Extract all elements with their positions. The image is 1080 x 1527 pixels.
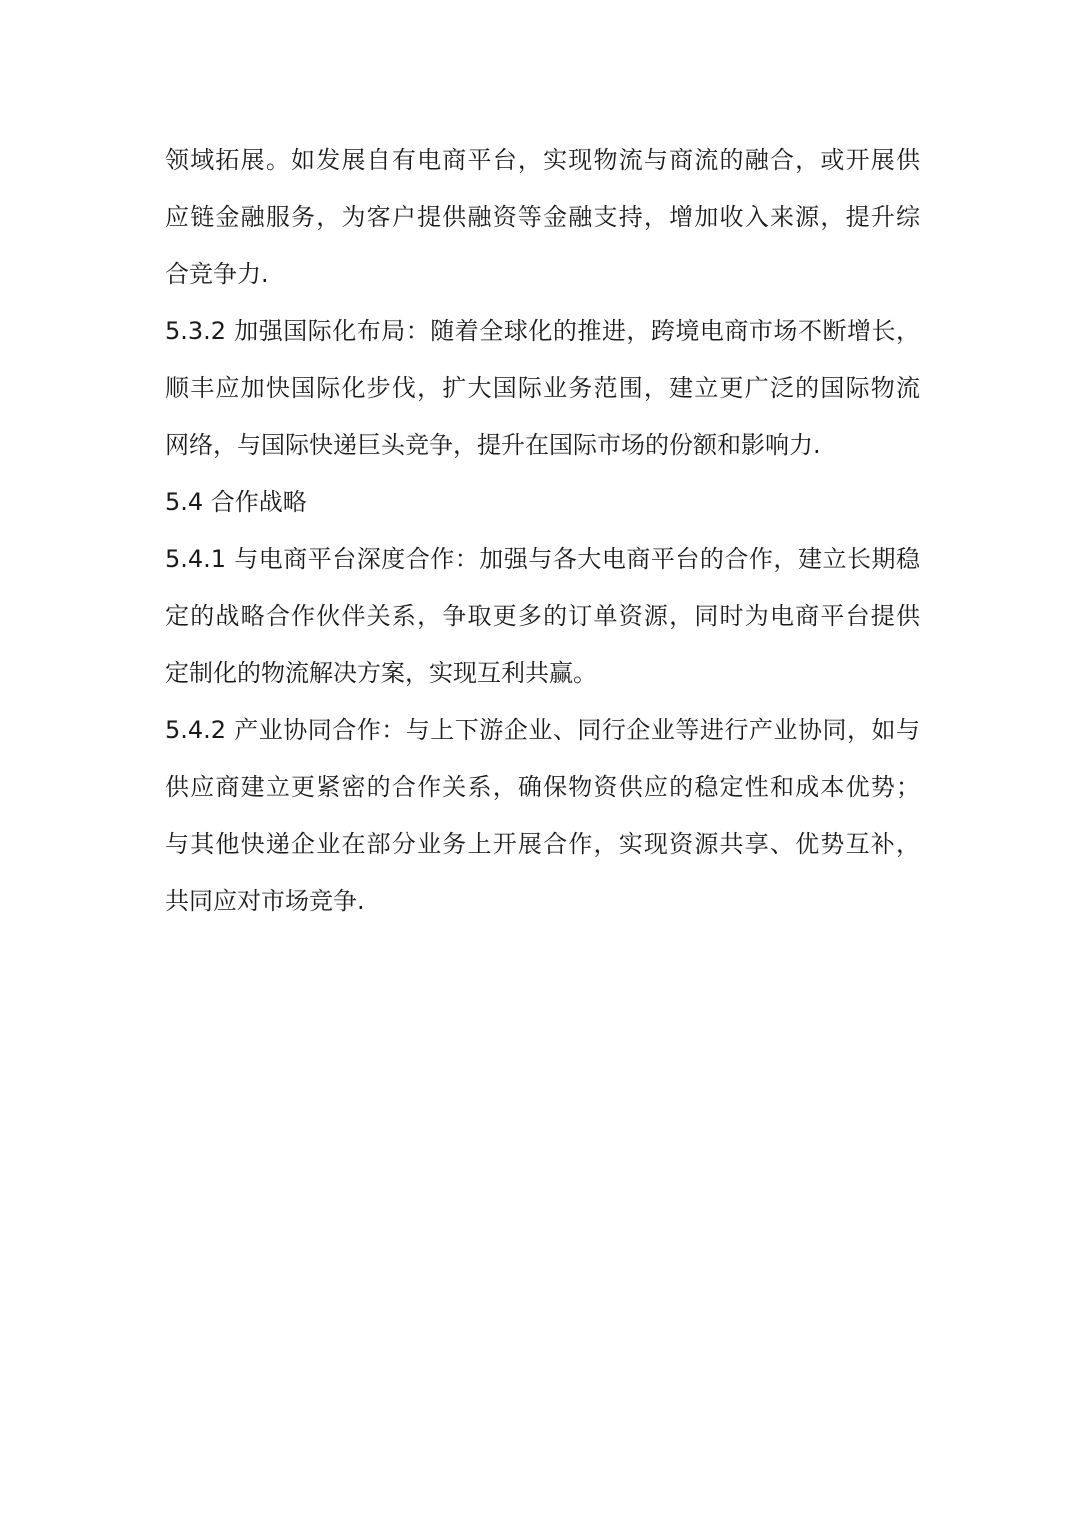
- section-heading-5-4: 5.4 合作战略: [165, 488, 307, 516]
- paragraph-line: 供应商建立更紧密的合作关系，确保物资供应的稳定性和成本优势；: [165, 773, 920, 801]
- paragraph-line: 应链金融服务，为客户提供融资等金融支持，增加收入来源，提升综: [165, 203, 920, 231]
- document-body: [165, 132, 920, 930]
- paragraph-line: 与其他快递企业在部分业务上开展合作，实现资源共享、优势互补，: [165, 830, 920, 858]
- paragraph-line: 定制化的物流解决方案，实现互利共赢。: [165, 659, 597, 687]
- section-5-4-2-line: 5.4.2 产业协同合作：与上下游企业、同行企业等进行产业协同，如与: [165, 716, 920, 744]
- paragraph-line: 网络，与国际快递巨头竞争，提升在国际市场的份额和影响力.: [165, 431, 821, 459]
- paragraph-line: 共同应对市场竞争.: [165, 887, 365, 915]
- paragraph-line: 顺丰应加快国际化步伐，扩大国际业务范围，建立更广泛的国际物流: [165, 374, 920, 402]
- section-5-4-1-line: 5.4.1 与电商平台深度合作：加强与各大电商平台的合作，建立长期稳: [165, 545, 920, 573]
- section-5-3-2-line: 5.3.2 加强国际化布局：随着全球化的推进，跨境电商市场不断增长，: [165, 317, 920, 345]
- paragraph-line: 定的战略合作伙伴关系，争取更多的订单资源，同时为电商平台提供: [165, 602, 920, 630]
- paragraph-line: 领域拓展。如发展自有电商平台，实现物流与商流的融合，或开展供: [165, 146, 920, 174]
- paragraph-line: 合竞争力.: [165, 260, 269, 288]
